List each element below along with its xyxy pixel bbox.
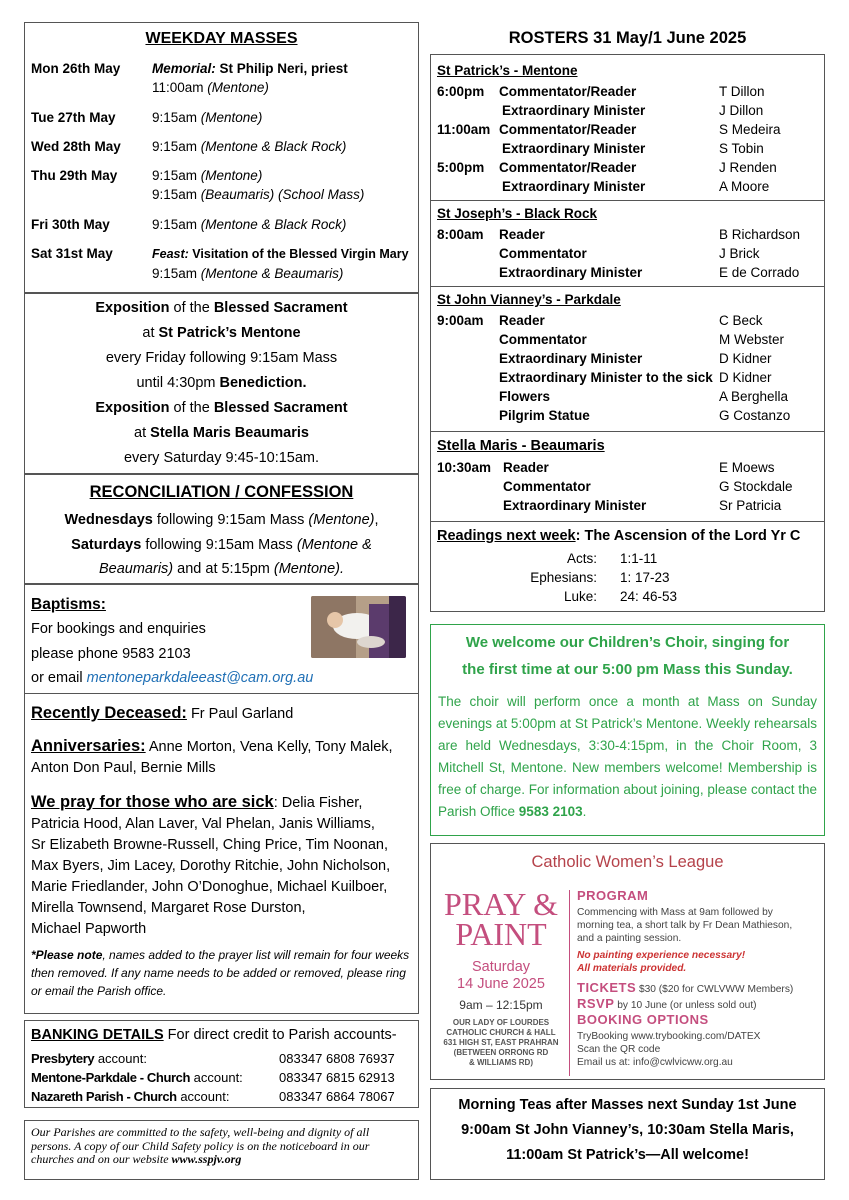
- morning-teas-line: Morning Teas after Masses next Sunday 1st June: [458, 1097, 797, 1113]
- roster-person: G Costanzo: [719, 408, 791, 423]
- roster-person: J Dillon: [719, 103, 764, 118]
- mass-time: 9:15am: [152, 217, 201, 232]
- roster-section-title: St John Vianney’s - Parkdale: [437, 292, 621, 307]
- roster-person: G Stockdale: [719, 479, 793, 494]
- mass-feast-name: St Philip Neri, priest: [215, 61, 348, 76]
- roster-person: A Moore: [719, 179, 770, 194]
- pray-paint-poster: [437, 888, 565, 1076]
- roster-person: J Brick: [719, 246, 760, 261]
- sick-list-line: Mirella Townsend, Margaret Rose Durston,: [31, 900, 306, 916]
- roster-role: Extraordinary Minister to the sick: [499, 370, 713, 385]
- booking-heading: BOOKING OPTIONS: [577, 1012, 709, 1027]
- exposition-line: every Friday following 9:15am Mass: [105, 350, 338, 366]
- bank-account-number: 083347 6815 62913: [279, 1070, 395, 1085]
- mass-day: Sat 31st May: [31, 246, 113, 261]
- bank-account-name: Presbytery account:: [31, 1051, 147, 1066]
- roster-person: D Kidner: [719, 370, 772, 385]
- mass-day: Wed 28th May: [31, 139, 121, 154]
- mass-location: (Mentone): [200, 110, 263, 125]
- poster-venue: OUR LADY OF LOURDES CATHOLIC CHURCH & HALL 631 HIGH ST, EAST PRAHRAN (BETWEEN ORRONG RD & WILLIAMS RD): [443, 1018, 559, 1067]
- mass-location: (Mentone): [200, 168, 263, 183]
- reading-book: Ephesians:: [530, 570, 597, 585]
- mass-line: [152, 137, 346, 156]
- mass-line: [152, 215, 346, 234]
- readings-heading: Readings next week: The Ascension of the Lord Yr C: [437, 528, 801, 544]
- rsvp-line: RSVP by 10 June (or unless sold out): [577, 996, 757, 1011]
- mass-line: [152, 78, 348, 97]
- mass-location: (Mentone & Black Rock): [200, 217, 347, 232]
- roster-role: Flowers: [499, 389, 551, 404]
- mass-day: Mon 26th May: [31, 61, 121, 76]
- mass-time: 9:15am: [152, 110, 201, 125]
- program-text: Commencing with Mass at 9am followed by morning tea, a short talk by Fr Dean Mathieson, and a painting session.: [577, 907, 793, 944]
- poster-paint: PAINT: [455, 916, 547, 952]
- poster-pray: PRAY &: [443, 886, 559, 922]
- choir-body: The choir will perform once a month at Mass on Sunday evenings at 5:00pm at St Patrick’s Mentone. Weekly rehearsals are held Wednesdays, 3:30-4:15pm, in the Choir Room, 3 Mitchell St, Mentone. New members welcome! Membership is free of charge. For information about joining, please contact the Parish Office 9583 2103.: [438, 694, 817, 819]
- morning-teas-panel: [430, 1088, 825, 1180]
- roster-time: 6:00pm: [437, 84, 485, 99]
- exposition-line: every Saturday 9:45-10:15am.: [123, 450, 320, 466]
- sick-list-line: Michael Papworth: [31, 921, 147, 937]
- reconciliation-panel: [24, 474, 419, 584]
- mass-times: [152, 59, 348, 97]
- sick-list-line: Sr Elizabeth Browne-Russell, Ching Price, Tim Noonan,: [31, 837, 389, 853]
- baptisms-email-line: or email mentoneparkdaleeast@cam.org.au: [31, 670, 314, 686]
- cwl-panel: [430, 843, 825, 1080]
- reading-reference: 1:1-11: [620, 551, 658, 566]
- exposition-line: until 4:30pm Benediction.: [136, 375, 307, 391]
- roster-time: 5:00pm: [437, 160, 485, 175]
- bank-account-number: 083347 6808 76937: [279, 1051, 395, 1066]
- section-divider: [431, 431, 824, 432]
- mass-day: Fri 30th May: [31, 217, 110, 232]
- baptisms-email-link[interactable]: mentoneparkdaleeast@cam.org.au: [86, 670, 314, 686]
- reconciliation-title: RECONCILIATION / CONFESSION: [89, 483, 354, 501]
- roster-time: 9:00am: [437, 313, 484, 328]
- cwl-title: Catholic Women’s League: [531, 853, 724, 871]
- mass-times: [152, 215, 346, 234]
- mass-location: (Mentone): [207, 80, 269, 95]
- poster-time: 9am – 12:15pm: [459, 998, 543, 1012]
- prayers-panel: [24, 694, 419, 1014]
- mass-location: (Mentone & Black Rock): [200, 139, 347, 154]
- roster-time: 10:30am: [437, 460, 492, 475]
- mass-day: Tue 27th May: [31, 110, 116, 125]
- sick-list-line: Max Byers, Jim Lacey, Dorothy Ritchie, John Nicholson,: [31, 858, 391, 874]
- mass-feast-type: Feast:: [152, 247, 189, 261]
- sick-list-heading: We pray for those who are sick: Delia Fisher,: [31, 793, 363, 811]
- roster-role: Reader: [503, 460, 549, 475]
- reading-book: Acts:: [566, 551, 597, 566]
- mass-times: [152, 244, 409, 283]
- roster-role: Commentator/Reader: [499, 84, 637, 99]
- sick-list-line: Patricia Hood, Alan Laver, Val Phelan, Janis Williams,: [31, 816, 375, 832]
- baptisms-title: Baptisms:: [31, 596, 106, 613]
- booking-options: TryBooking www.trybooking.com/DATEX Scan the QR code Email us at: info@cwlvicww.org.au: [577, 1031, 761, 1068]
- poster-date: 14 June 2025: [457, 976, 545, 992]
- mass-time: 9:15am: [152, 187, 201, 202]
- baptisms-phone: please phone 9583 2103: [31, 646, 191, 662]
- roster-person: M Webster: [719, 332, 785, 347]
- section-divider: [431, 521, 824, 522]
- poster-divider: [569, 890, 570, 1076]
- roster-person: E Moews: [719, 460, 775, 475]
- roster-section-title: St Joseph’s - Black Rock: [437, 206, 598, 221]
- parish-office-phone: 9583 2103: [518, 804, 583, 819]
- reconciliation-line: Saturdays following 9:15am Mass (Mentone &: [71, 537, 372, 553]
- exposition-line: Exposition of the Blessed Sacrament: [95, 400, 348, 416]
- child-safety-panel: [24, 1120, 419, 1180]
- reading-reference: 24: 46-53: [620, 589, 678, 604]
- roster-role: Extraordinary Minister: [503, 498, 647, 513]
- mass-line: [152, 59, 348, 78]
- section-divider: [431, 200, 824, 201]
- reading-reference: 1: 17-23: [620, 570, 670, 585]
- poster-day: Saturday: [471, 959, 531, 975]
- banking-details-panel: [24, 1020, 419, 1108]
- roster-section-title: Stella Maris - Beaumaris: [437, 438, 605, 454]
- roster-person: J Renden: [719, 160, 777, 175]
- childrens-choir-panel: [430, 624, 825, 836]
- exposition-line: Exposition of the Blessed Sacrament: [95, 300, 348, 316]
- roster-role: Extraordinary Minister: [499, 265, 643, 280]
- mass-time: 9:15am: [152, 266, 201, 281]
- reconciliation-line: Wednesdays following 9:15am Mass (Mentone),: [64, 512, 379, 528]
- roster-person: S Medeira: [719, 122, 781, 137]
- mass-time: 9:15am: [152, 139, 201, 154]
- roster-person: S Tobin: [719, 141, 764, 156]
- bank-account-name: Mentone-Parkdale - Church account:: [31, 1070, 243, 1085]
- anniversaries-cont: Anton Don Paul, Bernie Mills: [31, 760, 216, 776]
- morning-teas-line: 11:00am St Patrick’s—All welcome!: [506, 1147, 749, 1163]
- roster-role: Extraordinary Minister: [502, 141, 646, 156]
- mass-location: (Beaumaris) (School Mass): [200, 187, 365, 202]
- roster-person: T Dillon: [719, 84, 765, 99]
- roster-person: A Berghella: [719, 389, 789, 404]
- roster-role: Commentator: [503, 479, 591, 494]
- mass-line: [152, 264, 409, 283]
- mass-line: [152, 108, 262, 127]
- roster-role: Pilgrim Statue: [499, 408, 590, 423]
- exposition-line: at St Patrick’s Mentone: [142, 325, 301, 341]
- mass-day: Thu 29th May: [31, 168, 118, 183]
- weekday-masses-panel: [24, 22, 419, 293]
- roster-role: Reader: [499, 313, 545, 328]
- mass-line: [152, 166, 364, 185]
- mass-location: (Mentone & Beaumaris): [200, 266, 344, 281]
- program-note: No painting experience necessary! All materials provided.: [577, 950, 746, 974]
- anniversaries: Anniversaries: Anne Morton, Vena Kelly, Tony Malek,: [31, 737, 393, 755]
- baptisms-panel: [24, 584, 419, 694]
- baptism-photo: [311, 596, 406, 658]
- mass-feast-name: Visitation of the Blessed Virgin Mary: [188, 247, 409, 261]
- bank-account-name: Nazareth Parish - Church account:: [31, 1089, 230, 1104]
- child-safety-text: Our Parishes are committed to the safety, well-being and dignity of all persons. A copy of our Child Safety policy is on the noticeboard in our churches and on our website www.sspjv.org: [31, 1125, 370, 1166]
- choir-headline: We welcome our Children’s Choir, singing for the first time at our 5:00 pm Mass this Sunday.: [462, 634, 793, 678]
- roster-person: C Beck: [719, 313, 763, 328]
- roster-person: B Richardson: [719, 227, 801, 242]
- mass-line: [152, 185, 364, 204]
- roster-person: E de Corrado: [719, 265, 800, 280]
- roster-section-title: St Patrick’s - Mentone: [437, 63, 578, 78]
- weekday-masses-title: WEEKDAY MASSES: [145, 30, 298, 47]
- cwl-program: [577, 888, 822, 1076]
- banking-heading: BANKING DETAILS For direct credit to Parish accounts-: [31, 1027, 397, 1043]
- roster-time: 11:00am: [437, 122, 491, 137]
- exposition-line: at Stella Maris Beaumaris: [134, 425, 309, 441]
- roster-role: Reader: [499, 227, 545, 242]
- morning-teas-line: 9:00am St John Vianney’s, 10:30am Stella Maris,: [461, 1122, 794, 1138]
- bank-account-number: 083347 6864 78067: [279, 1089, 395, 1104]
- baptisms-line: For bookings and enquiries: [31, 621, 206, 637]
- tickets-line: TICKETS $30 ($20 for CWLVWW Members): [577, 980, 794, 995]
- roster-role: Extraordinary Minister: [499, 351, 643, 366]
- roster-role: Commentator: [499, 246, 587, 261]
- roster-role: Extraordinary Minister: [502, 179, 646, 194]
- sick-list-line: Marie Friedlander, John O’Donoghue, Michael Kuilboer,: [31, 879, 388, 895]
- reading-book: Luke:: [563, 589, 597, 604]
- mass-line: [152, 244, 409, 264]
- roster-person: Sr Patricia: [719, 498, 782, 513]
- prayer-list-note: *Please note, names added to the prayer list will remain for four weeks then removed. If any name needs to be added or removed, please ring or email the Parish office.: [31, 948, 410, 998]
- mass-times: [152, 108, 262, 127]
- mass-times: [152, 137, 346, 156]
- program-heading: PROGRAM: [577, 888, 649, 903]
- rosters-title: ROSTERS 31 May/1 June 2025: [508, 29, 747, 47]
- mass-time: 9:15am: [152, 168, 201, 183]
- roster-role: Commentator: [499, 332, 587, 347]
- roster-person: D Kidner: [719, 351, 772, 366]
- roster-role: Commentator/Reader: [499, 160, 637, 175]
- roster-role: Extraordinary Minister: [502, 103, 646, 118]
- rosters-panel: [430, 54, 825, 612]
- mass-feast-type: Memorial:: [152, 61, 216, 76]
- roster-time: 8:00am: [437, 227, 484, 242]
- website-link[interactable]: www.sspjv.org: [171, 1152, 242, 1166]
- reconciliation-line: Beaumaris) and at 5:15pm (Mentone).: [98, 561, 345, 577]
- roster-role: Commentator/Reader: [499, 122, 637, 137]
- mass-time: 11:00am: [152, 80, 208, 95]
- recently-deceased: Recently Deceased: Fr Paul Garland: [31, 704, 294, 722]
- mass-times: [152, 166, 364, 204]
- exposition-panel: [24, 293, 419, 474]
- section-divider: [431, 286, 824, 287]
